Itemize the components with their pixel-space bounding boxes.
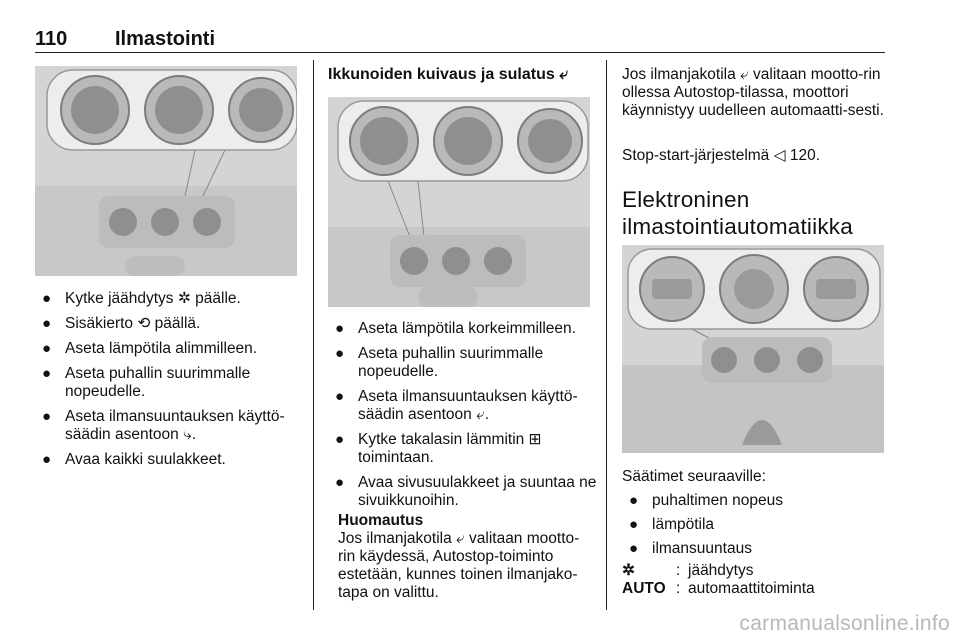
- header-rule: [35, 52, 885, 53]
- list-item: ● Aseta lämpötila alimmilleen.: [42, 340, 258, 357]
- list-item: ● lämpötila: [629, 516, 715, 533]
- list-item: ● Kytke takalasin lämmitin ⊞ toimintaan.: [335, 431, 542, 466]
- defrost-panel-figure: [328, 97, 590, 307]
- section-heading-defrost: Ikkunoiden kuivaus ja sulatus ⤶: [328, 66, 569, 83]
- col3-bullet-list: [622, 492, 888, 564]
- col2-bullet-list: [328, 320, 598, 517]
- list-item: ● Kytke jäähdytys ✲ päälle.: [42, 290, 241, 307]
- panel-illustration-1: [35, 66, 297, 276]
- column-divider-1: [313, 60, 314, 610]
- list-item: ● Aseta puhallin suurimmalle nopeudelle.: [335, 345, 544, 380]
- automatic-climate-panel-figure: [622, 245, 884, 453]
- panel-illustration-2: [328, 97, 590, 307]
- list-item: ● Sisäkierto ⟲ päällä.: [42, 315, 201, 332]
- manual-climate-panel-figure: [35, 66, 297, 276]
- list-item: ● Aseta ilmansuuntauksen käyttö-säädin asentoon ⤷.: [42, 408, 285, 443]
- page-header: [35, 28, 885, 52]
- definition-value: automaattitoiminta: [688, 580, 815, 597]
- list-item: ● puhaltimen nopeus: [629, 492, 783, 509]
- definition-key: ✲: [622, 562, 635, 579]
- list-item: ● Avaa sivusuulakkeet ja suuntaa ne sivuikkunoihin.: [335, 474, 597, 509]
- list-item: ● Avaa kaikki suulakkeet.: [42, 451, 226, 468]
- page-number: 110: [35, 28, 68, 50]
- col1-bullet-list: [35, 290, 300, 476]
- heading-line-1: Elektroninen: [622, 187, 750, 212]
- section-heading-auto-climate: [622, 186, 888, 240]
- definition-row: ✲ : jäähdytys: [622, 562, 754, 579]
- note-text: Jos ilmanjakotila ⤶ valitaan mootto-rin käydessä, Autostop-toiminto estetään, kunnes toinen ilmanjako-tapa on valittu.: [338, 530, 580, 601]
- autostop-paragraph: Jos ilmanjakotila ⤶ valitaan mootto-rin ollessa Autostop-tilassa, moottori käynnistyy uudelleen automaatti-sesti.: [622, 66, 884, 119]
- list-item: ● Aseta puhallin suurimmalle nopeudelle.: [42, 365, 251, 400]
- definition-list: [622, 562, 888, 598]
- list-item: ● ilmansuuntaus: [629, 540, 752, 557]
- watermark: carmanualsonline.info: [739, 612, 950, 635]
- definition-row: AUTO : automaattitoiminta: [622, 580, 815, 597]
- note-title: Huomautus: [338, 512, 424, 529]
- definition-key: AUTO: [622, 580, 666, 597]
- column-divider-2: [606, 60, 607, 610]
- stop-start-reference: Stop-start-järjestelmä ◁ 120.: [622, 147, 820, 164]
- panel-illustration-3: [622, 245, 884, 453]
- list-item: ● Aseta lämpötila korkeimmilleen.: [335, 320, 576, 337]
- list-item: ● Aseta ilmansuuntauksen käyttö-säädin asentoon ⤶.: [335, 388, 578, 423]
- definition-value: jäähdytys: [688, 562, 754, 579]
- page-title: Ilmastointi: [115, 28, 216, 50]
- heading-line-2: ilmastointiautomatiikka: [622, 214, 853, 239]
- controls-intro: Säätimet seuraaville:: [622, 468, 766, 485]
